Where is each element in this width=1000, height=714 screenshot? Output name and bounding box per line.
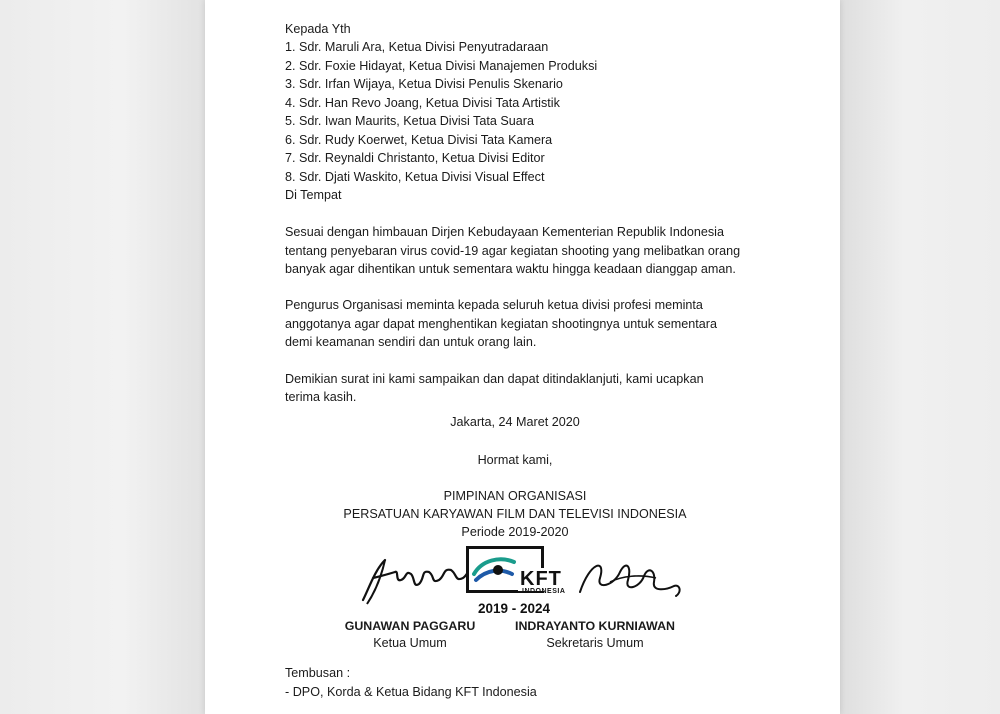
recipient-2: 2. Sdr. Foxie Hidayat, Ketua Divisi Manajemen Produksi bbox=[285, 59, 598, 73]
recipient-5: 5. Sdr. Iwan Maurits, Ketua Divisi Tata Suara bbox=[285, 114, 534, 128]
recipient-3: 3. Sdr. Irfan Wijaya, Ketua Divisi Penulis Skenario bbox=[285, 77, 563, 91]
paragraph2-line3: demi keamanan sendiri dan untuk orang lain. bbox=[285, 335, 537, 349]
recipient-8: 8. Sdr. Djati Waskito, Ketua Divisi Visual Effect bbox=[285, 170, 545, 184]
kft-logo-text: KFT bbox=[520, 568, 562, 590]
org-period: Periode 2019-2020 bbox=[461, 525, 569, 539]
paragraph2-line1: Pengurus Organisasi meminta kepada seluruh ketua divisi profesi meminta bbox=[285, 298, 703, 312]
signatory-1-name: GUNAWAN PAGGARU bbox=[344, 619, 476, 633]
signatory-1-title: Ketua Umum bbox=[373, 636, 447, 650]
cc-heading: Tembusan : bbox=[285, 666, 351, 680]
recipient-1: 1. Sdr. Maruli Ara, Ketua Divisi Penyutradaraan bbox=[285, 40, 549, 54]
paragraph1-line1: Sesuai dengan himbauan Dirjen Kebudayaan Kementerian Republik Indonesia bbox=[285, 225, 724, 239]
paragraph2-line2: anggotanya agar dapat menghentikan kegiatan shootingnya untuk sementara bbox=[285, 317, 718, 331]
date-line: Jakarta, 24 Maret 2020 bbox=[450, 415, 580, 429]
org-leadership: PIMPINAN ORGANISASI bbox=[443, 489, 587, 503]
paragraph1-line3: banyak agar dihentikan untuk sementara waktu hingga keadaan dianggap aman. bbox=[285, 262, 736, 276]
paragraph3-line1: Demikian surat ini kami sampaikan dan dapat ditindaklanjuti, kami ucapkan bbox=[285, 372, 704, 386]
cc-item-1: - DPO, Korda & Ketua Bidang KFT Indonesia bbox=[285, 685, 537, 699]
place-line: Di Tempat bbox=[285, 188, 342, 202]
paragraph3-line2: terima kasih. bbox=[285, 390, 357, 404]
addressee-heading: Kepada Yth bbox=[285, 22, 351, 36]
closing-line: Hormat kami, bbox=[477, 453, 553, 467]
org-name: PERSATUAN KARYAWAN FILM DAN TELEVISI INDONESIA bbox=[343, 507, 687, 521]
paragraph1-line2: tentang penyebaran virus covid-19 agar kegiatan shooting yang melibatkan orang bbox=[285, 244, 741, 258]
recipient-6: 6. Sdr. Rudy Koerwet, Ketua Divisi Tata Kamera bbox=[285, 133, 553, 147]
recipient-7: 7. Sdr. Reynaldi Christanto, Ketua Divisi Editor bbox=[285, 151, 545, 165]
signature-right bbox=[570, 552, 690, 608]
background-right bbox=[840, 0, 1000, 714]
signatory-2-title: Sekretaris Umum bbox=[546, 636, 644, 650]
background-left bbox=[0, 0, 205, 714]
signatory-2-name: INDRAYANTO KURNIAWAN bbox=[515, 619, 675, 633]
kft-logo-icon bbox=[470, 552, 520, 588]
kft-logo-term: 2019 - 2024 bbox=[478, 601, 551, 616]
kft-logo-country: INDONESIA bbox=[522, 588, 566, 595]
recipient-4: 4. Sdr. Han Revo Joang, Ketua Divisi Tata Artistik bbox=[285, 96, 560, 110]
